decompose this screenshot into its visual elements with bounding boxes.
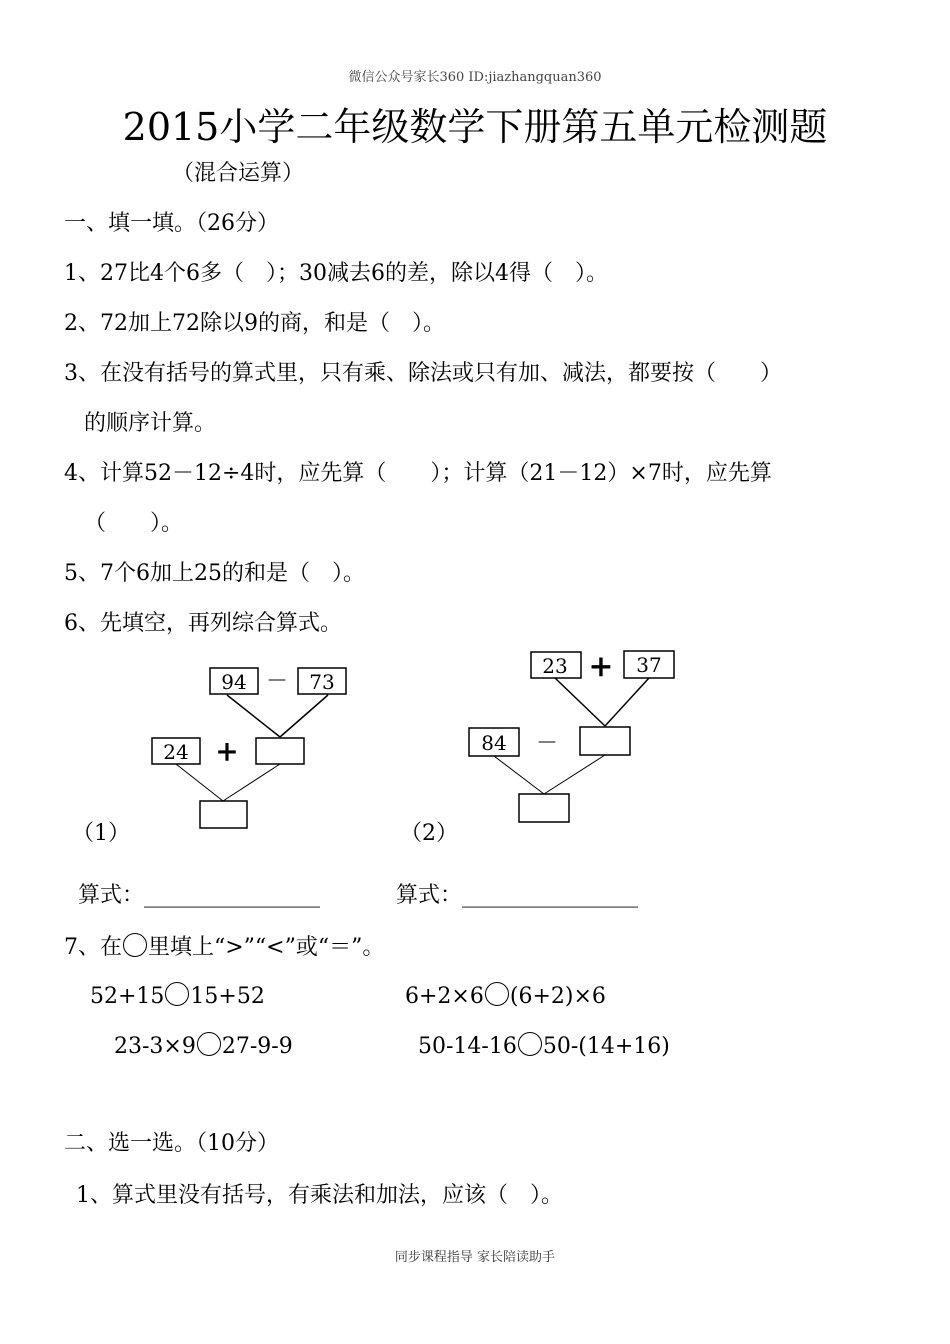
section2-heading: 二、选一选。（10分） <box>64 1131 279 1156</box>
compare-left: 50-14-16 <box>418 1034 517 1059</box>
circle-icon <box>123 933 147 957</box>
diagram-2-connector <box>605 678 649 726</box>
compare-item <box>90 982 265 1009</box>
compare-circle[interactable] <box>197 1032 221 1056</box>
question-7-prefix: 7、在 <box>64 935 122 960</box>
page-title: 2015小学二年级数学下册第五单元检测题 <box>122 105 828 149</box>
diagram-2-top-operator: + <box>588 649 614 684</box>
question-4-line1: 4、计算52－12÷4时，应先算（ ）；计算（21－12）×7时，应先算 <box>64 461 772 486</box>
diagram-1-result-box[interactable] <box>200 801 247 828</box>
diagram-2-connector <box>544 755 605 794</box>
diagram-2-connector <box>494 756 544 794</box>
formula-1-blank[interactable]: 算式：________________ <box>78 883 321 908</box>
diagram-2-top-right-value: 37 <box>636 653 662 677</box>
diagram-1-mid-operator: + <box>215 735 239 768</box>
question-6: 6、先填空，再列综合算式。 <box>64 611 342 636</box>
question-7-suffix: 里填上“>”“<”或“＝”。 <box>148 935 385 960</box>
compare-circle[interactable] <box>518 1032 542 1056</box>
diagram-1 <box>140 660 370 835</box>
question-3-line1: 3、在没有括号的算式里，只有乘、除法或只有加、减法，都要按（ ） <box>64 361 782 386</box>
question-4-line2: （ ）。 <box>84 511 184 536</box>
diagram-1-label: （1） <box>72 821 130 846</box>
compare-circle[interactable] <box>485 982 509 1006</box>
formula-2-blank[interactable]: 算式：________________ <box>396 883 639 908</box>
diagram-2-result-box[interactable] <box>519 794 569 822</box>
diagram-1-top-left-value: 94 <box>221 670 247 694</box>
diagram-1-connector <box>280 695 328 737</box>
question-2: 2、72加上72除以9的商，和是（ ）。 <box>64 311 445 336</box>
section2-question-1: 1、算式里没有括号，有乘法和加法，应该（ ）。 <box>76 1183 563 1208</box>
diagram-1-mid-answer-box[interactable] <box>256 738 304 764</box>
compare-left: 52+15 <box>90 984 165 1009</box>
diagram-2-top-left-value: 23 <box>542 654 568 678</box>
diagram-2-mid-answer-box[interactable] <box>580 727 630 755</box>
compare-left: 6+2×6 <box>405 984 484 1009</box>
compare-item <box>418 1032 670 1059</box>
compare-left: 23-3×9 <box>114 1034 196 1059</box>
compare-circle[interactable] <box>165 982 189 1006</box>
diagram-1-top-operator: － <box>265 669 289 694</box>
question-1: 1、27比4个6多（ ）；30减去6的差，除以4得（ ）。 <box>64 261 608 286</box>
diagram-2-mid-left-value: 84 <box>481 731 507 755</box>
diagram-1-connector <box>223 764 280 801</box>
page-header: 微信公众号家长360 ID:jiazhangquan360 <box>348 70 602 85</box>
compare-right: 27-9-9 <box>221 1034 293 1059</box>
compare-right: 15+52 <box>190 984 265 1009</box>
page-subtitle: （混合运算） <box>172 161 305 186</box>
compare-item <box>114 1032 293 1059</box>
compare-item <box>405 982 606 1009</box>
question-7 <box>64 930 384 961</box>
section1-heading: 一、填一填。（26分） <box>64 211 279 236</box>
diagram-1-connector <box>176 764 223 801</box>
question-3-line2: 的顺序计算。 <box>84 411 217 436</box>
diagram-1-mid-left-value: 24 <box>163 740 189 764</box>
page-footer: 同步课程指导 家长陪读助手 <box>394 1250 556 1265</box>
diagram-1-top-right-value: 73 <box>309 670 335 694</box>
diagram-2-label: （2） <box>400 821 458 846</box>
diagram-1-connector <box>227 695 280 737</box>
diagram-2 <box>455 645 685 830</box>
diagram-2-connector <box>555 678 605 726</box>
question-5: 5、7个6加上25的和是（ ）。 <box>64 561 365 586</box>
compare-right: (6+2)×6 <box>509 984 606 1009</box>
compare-right: 50-(14+16) <box>542 1034 670 1059</box>
diagram-2-mid-operator: － <box>535 731 559 756</box>
